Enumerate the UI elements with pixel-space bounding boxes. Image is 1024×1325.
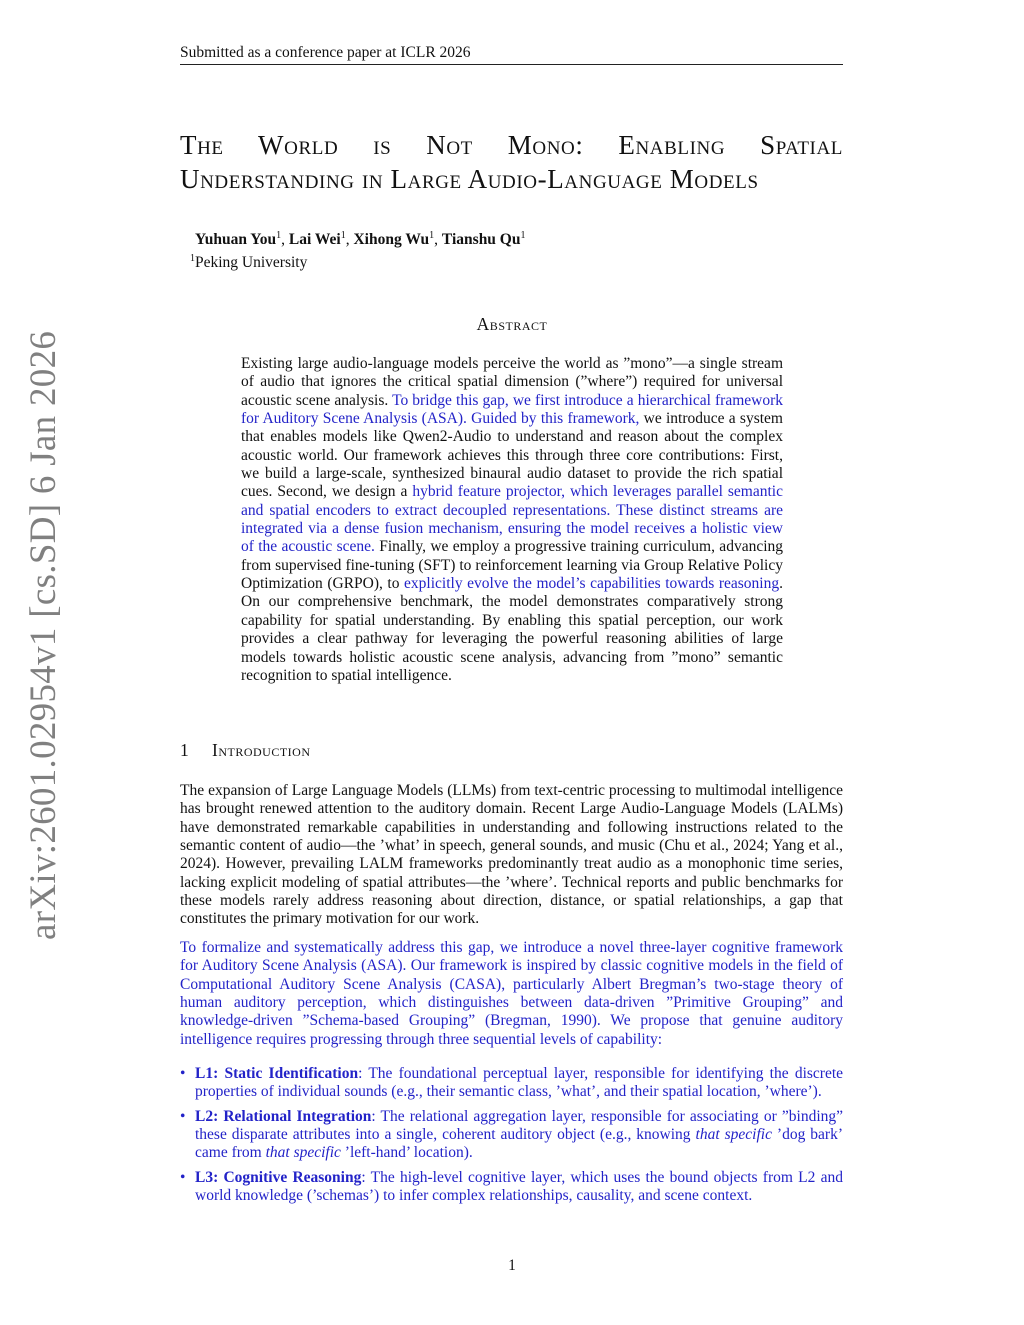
arxiv-stamp: arXiv:2601.02954v1 [cs.SD] 6 Jan 2026 xyxy=(23,330,64,940)
bullet-marker: • xyxy=(180,1065,186,1082)
abstract-text: we introduce a system that enables models like Qwen2-Audio to understand and reason about the complex acoustic world. Our framework achieves this through three core contributions: First, we build a large-scale, synthesized binaural audio dataset to provide the rich spatial cues. Second, we design a xyxy=(241,410,783,501)
abstract-text: Existing large audio-language models perceive the world as ”mono”—a single stream of audio that ignores the critical spatial dimension (”where”) required for universal acoustic scene analysis. xyxy=(241,355,783,409)
affiliation-mark: 1 xyxy=(190,253,195,265)
paper-title: The World is Not Mono: Enabling Spatial Understanding in Large Audio-Language Models xyxy=(180,130,843,194)
item-text: : The relational aggregation layer, responsible for associating or ”binding” these disparate attributes into a single, coherent auditory object (e.g., knowing xyxy=(195,1107,843,1144)
section-title: Introduction xyxy=(212,740,311,760)
intro-paragraph-2: To formalize and systematically address this gap, we introduce a novel three-layer cognitive framework for Auditory Scene Analysis (ASA). Our framework is inspired by classic cognitive models in the field of Computational Auditory Scene Analysis (CASA), particularly Albert Bregman’s two-stage theory of human auditory perception, which distinguishes between data-driven ”Primitive Grouping” and knowledge-driven ”Schema-based Grouping” (Bregman, 1990). We propose that genuine auditory intelligence requires progressing through three sequential levels of capability: xyxy=(180,939,843,1048)
list-item xyxy=(180,1169,843,1206)
list-item xyxy=(180,1065,843,1102)
bullet-marker: • xyxy=(180,1107,186,1125)
running-header: Submitted as a conference paper at ICLR 2026 xyxy=(180,44,843,65)
item-text: ’dog bark’ came from xyxy=(195,1126,843,1162)
author-name: Yuhuan You xyxy=(195,231,277,249)
author-list: Yuhuan You$^1$, Lai Wei$^1$, Xihong Wu$^1$, Tianshu Qu$^1$ xyxy=(195,230,526,249)
item-text: : The high-level cognitive layer, which uses the bound objects from L2 and world knowledge (’schemas’) to infer complex relationships, causality, and scene context. xyxy=(195,1168,844,1205)
item-emphasis: that specific xyxy=(695,1126,772,1144)
bullet-marker: • xyxy=(180,1168,186,1186)
abstract-heading: Abstract xyxy=(476,314,548,334)
abstract-text: . On our comprehensive benchmark, the model demonstrates comparatively strong capability for spatial understanding. By enabling this spatial perception, our work provides a clear pathway for leveraging the powerful reasoning abilities of large models towards holistic acoustic scene analysis, advancing from ”mono” semantic recognition to spatial intelligence. xyxy=(241,575,783,684)
author-block xyxy=(190,226,526,272)
abstract-highlight: hybrid feature projector, which leverages parallel semantic and spatial encoders to extract decoupled representations. These distinct streams are integrated via a dense fusion mechanism, ensuring the model receives a holistic view of the acoustic scene. xyxy=(241,483,783,556)
section-heading xyxy=(180,740,311,761)
affiliation-mark: 1 xyxy=(520,230,526,241)
item-emphasis: that specific xyxy=(265,1144,341,1162)
affiliation xyxy=(190,249,525,272)
abstract-body xyxy=(241,355,783,685)
item-label: L2: Relational Integration xyxy=(195,1107,372,1125)
list-item xyxy=(180,1108,843,1163)
affiliation-mark: 1 xyxy=(276,230,282,241)
section-number: 1 xyxy=(180,740,190,760)
affiliation-mark: 1 xyxy=(429,230,435,241)
item-label: L1: Static Identification xyxy=(195,1065,359,1082)
item-label: L3: Cognitive Reasoning xyxy=(195,1168,362,1186)
affiliation-mark: 1 xyxy=(340,230,346,241)
author-name: Tianshu Qu xyxy=(441,231,521,249)
intro-paragraph-1: The expansion of Large Language Models (LLMs) from text-centric processing to multimodal intelligence has brought renewed attention to the auditory domain. Recent Large Audio-Language Models (LALMs) have demonstrated remarkable capabilities in understanding and following instructions related to the semantic content of audio—the ’what’ in speech, general sounds, and music (Chu et al., 2024; Yang et al., 2024). However, prevailing LALM frameworks predominantly treat audio as a monophonic time series, lacking explicit modeling of spatial attributes—the ’where’. Technical reports and public benchmarks for these models rarely address reasoning about direction, distance, or spatial relationships, a gap that constitutes the primary motivation for our work. xyxy=(180,782,843,928)
abstract-highlight: explicitly evolve the model’s capabilities towards reasoning xyxy=(404,575,780,593)
capability-list xyxy=(180,1065,843,1211)
abstract-highlight: To bridge this gap, we first introduce a hierarchical framework for Auditory Scene Analysis (ASA). Guided by this framework, xyxy=(241,391,783,428)
author-name: Xihong Wu xyxy=(353,231,430,249)
abstract-text: Finally, we employ a progressive training curriculum, advancing from supervised fine-tuning (SFT) to reinforcement learning via Group Relative Policy Optimization (GRPO), to xyxy=(241,538,784,593)
page-number: 1 xyxy=(508,1257,516,1274)
item-text: ’left-hand’ location). xyxy=(340,1144,473,1162)
affiliation-name: Peking University xyxy=(195,254,308,272)
item-text: : The foundational perceptual layer, responsible for identifying the discrete properties of individual sounds (e.g., their semantic class, ’what’, and their spatial location, ’where’). xyxy=(195,1065,844,1101)
author-name: Lai Wei xyxy=(288,231,341,249)
